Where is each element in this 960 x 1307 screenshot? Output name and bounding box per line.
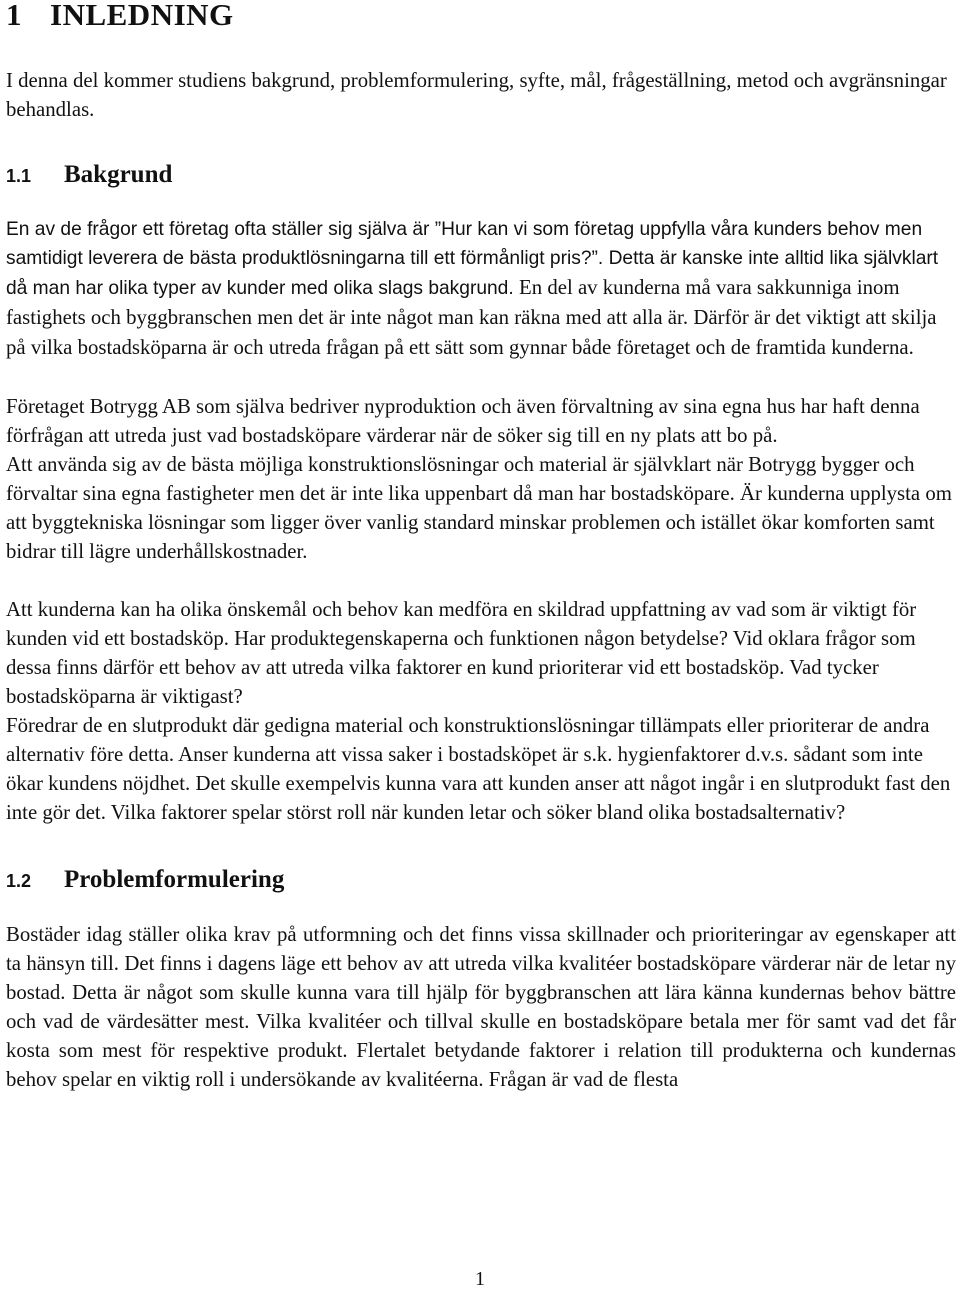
- chapter-number: 1: [6, 0, 22, 32]
- section-heading-bakgrund: [6, 160, 956, 191]
- section-title: Problemformulering: [64, 866, 285, 893]
- bakgrund-paragraph-1: [6, 215, 956, 363]
- chapter-heading: [6, 0, 956, 34]
- bakgrund-paragraph-3: Att använda sig av de bästa möjliga konstruktionslösningar och material är självklart när Botrygg bygger och förvaltar sina egna fastigheter men det är inte lika uppenbart då man har bostadsköpare. Är kunderna upplysta om att byggtekniska lösningar som ligger över vanlig standard minskar problemen och istället ökar komforten samt bidrar till lägre underhållskostnader.: [6, 453, 952, 563]
- bakgrund-paragraph-5: Föredrar de en slutprodukt där gedigna material och konstruktionslösningar tillämpats eller prioriterar de andra alternativ före detta. Anser kunderna att vissa saker i bostadsköpet är s.k. hygienfaktorer d.v.s. sådant som inte ökar kundens nöjdhet. Det skulle exempelvis kunna vara att kunden anser att något ingår i en slutprodukt fast den inte gör det. Vilka faktorer spelar störst roll när kunden letar och söker bland olika bostadsalternativ?: [6, 714, 951, 824]
- section-number: 1.1: [6, 166, 32, 186]
- bakgrund-paragraph-4: Att kunderna kan ha olika önskemål och behov kan medföra en skildrad uppfattning av vad som är viktigt för kunden vid ett bostadsköp. Har produktegenskaperna och funktionen någon betydelse? Vid oklara frågor som dessa finns därför ett behov av att utreda vilka faktorer en kund prioriterar vid ett bostadsköp. Vad tycker bostadsköparna är viktigast?: [6, 598, 917, 708]
- bakgrund-paragraph-1-part-b: En del av kunderna må vara sakkunniga inom fastighets och byggbranschen men det är inte något man kan räkna med att alla är.: [6, 276, 900, 329]
- section-number: 1.2: [6, 871, 32, 891]
- section-heading-problemformulering: [6, 865, 956, 896]
- section-title: Bakgrund: [64, 161, 173, 188]
- bakgrund-paragraph-1-part-a: En av de frågor ett företag ofta ställer sig själva är ”Hur kan vi som företag uppfylla våra kunders behov men samtidigt leverera de bästa produktlösningarna till ett förmånligt pris?”. Detta är kanske inte alltid lika självklart då man har olika typer av kunder med olika slags bakgrund.: [6, 219, 939, 299]
- chapter-title: INLEDNING: [50, 0, 234, 32]
- page-number: 1: [475, 1268, 485, 1290]
- bakgrund-paragraph-2: Företaget Botrygg AB som själva bedriver nyproduktion och även förvaltning av sina egna hus har haft denna förfrågan att utreda just vad bostadsköpare värderar när de söker sig till en ny plats att bo på.: [6, 395, 920, 447]
- intro-paragraph: I denna del kommer studiens bakgrund, problemformulering, syfte, mål, frågeställning, metod och avgränsningar behandlas.: [6, 69, 947, 121]
- document-page: [6, 0, 956, 1094]
- problemformulering-paragraph: Bostäder idag ställer olika krav på utformning och det finns vissa skillnader och prioriteringar av egenskaper att ta hänsyn till. Det finns i dagens läge ett behov av att utreda vilka kvalitéer bostadsköpare värderar när de letar ny bostad. Detta är något som skulle kunna vara till hjälp för byggbranschen att lära känna kundernas behov bättre och vad de värdesätter mest. Vilka kvalitéer och tillval skulle en bostadsköpare betala mer för samt vad det får kosta som mest för respektive produkt. Flertalet betydande faktorer i relation till produkterna och kundernas behov spelar en viktig roll i undersökande av kvalitéerna. Frågan är vad de flesta: [6, 923, 956, 1091]
- bakgrund-paragraph-1-part-c: Därför är det viktigt att skilja på vilka bostadsköparna är och utreda frågan på ett sätt som gynnar både företaget och de framtida kunderna.: [6, 306, 937, 359]
